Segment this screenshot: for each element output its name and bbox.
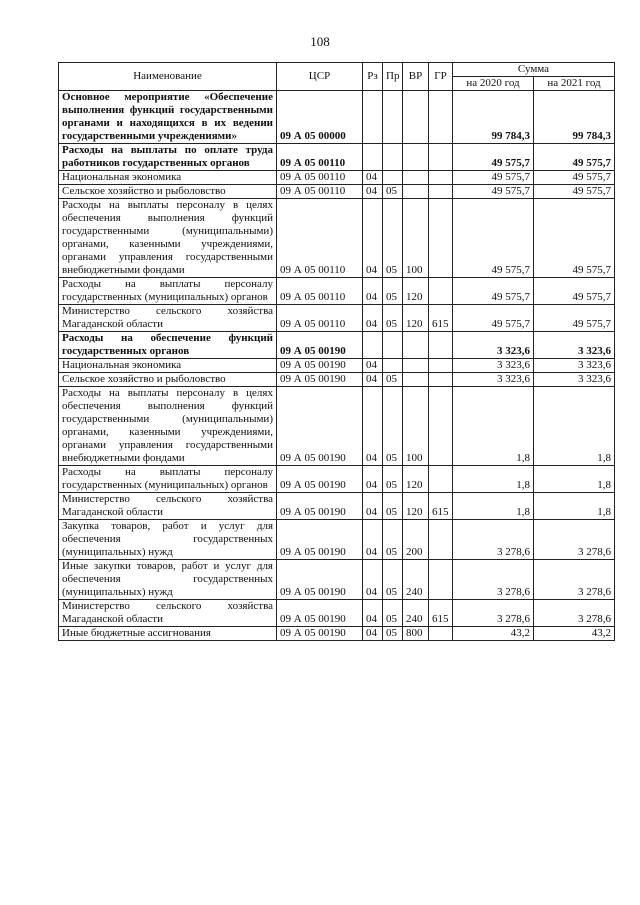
row-gr <box>429 627 453 641</box>
header-year-2020: на 2020 год <box>453 77 534 91</box>
row-sum-2021: 49 575,7 <box>534 185 615 199</box>
row-sum-2020: 49 575,7 <box>453 199 534 278</box>
row-name: Национальная экономика <box>59 171 277 185</box>
row-pr: 05 <box>383 373 403 387</box>
row-rz: 04 <box>363 171 383 185</box>
row-gr <box>429 560 453 600</box>
header-sum: Сумма <box>453 63 615 77</box>
row-gr <box>429 387 453 466</box>
row-csr: 09 А 05 00190 <box>277 332 363 359</box>
row-rz: 04 <box>363 387 383 466</box>
row-name: Расходы на выплаты персоналу государственных (муниципальных) органов <box>59 466 277 493</box>
row-csr: 09 А 05 00190 <box>277 493 363 520</box>
table-row <box>59 91 615 144</box>
row-vr: 120 <box>403 278 429 305</box>
row-sum-2020: 3 323,6 <box>453 359 534 373</box>
row-csr: 09 А 05 00110 <box>277 144 363 171</box>
table-row <box>59 305 615 332</box>
row-sum-2020: 43,2 <box>453 627 534 641</box>
row-csr: 09 А 05 00110 <box>277 278 363 305</box>
header-year-2021: на 2021 год <box>534 77 615 91</box>
table-row <box>59 185 615 199</box>
row-vr: 100 <box>403 387 429 466</box>
row-vr: 240 <box>403 600 429 627</box>
row-gr <box>429 373 453 387</box>
table-row <box>59 560 615 600</box>
row-name: Министерство сельского хозяйства Магаданской области <box>59 493 277 520</box>
row-gr <box>429 332 453 359</box>
row-pr: 05 <box>383 387 403 466</box>
row-sum-2020: 3 323,6 <box>453 332 534 359</box>
row-pr: 05 <box>383 466 403 493</box>
row-sum-2021: 1,8 <box>534 387 615 466</box>
page-number: 108 <box>310 34 330 49</box>
row-csr: 09 А 05 00190 <box>277 560 363 600</box>
row-csr: 09 А 05 00190 <box>277 359 363 373</box>
table-row <box>59 387 615 466</box>
row-rz: 04 <box>363 278 383 305</box>
row-sum-2021: 49 575,7 <box>534 278 615 305</box>
row-sum-2021: 3 278,6 <box>534 520 615 560</box>
row-rz <box>363 91 383 144</box>
table-row <box>59 278 615 305</box>
row-sum-2021: 1,8 <box>534 466 615 493</box>
row-rz: 04 <box>363 627 383 641</box>
row-sum-2020: 1,8 <box>453 387 534 466</box>
table-row <box>59 466 615 493</box>
header-pr: Пр <box>383 63 403 91</box>
row-vr: 240 <box>403 560 429 600</box>
row-rz: 04 <box>363 305 383 332</box>
table-row <box>59 171 615 185</box>
row-pr <box>383 91 403 144</box>
row-gr <box>429 466 453 493</box>
row-csr: 09 А 05 00190 <box>277 600 363 627</box>
row-pr: 05 <box>383 199 403 278</box>
row-csr: 09 А 05 00190 <box>277 387 363 466</box>
header-csr: ЦСР <box>277 63 363 91</box>
row-pr: 05 <box>383 278 403 305</box>
row-csr: 09 А 05 00190 <box>277 373 363 387</box>
row-sum-2021: 49 575,7 <box>534 305 615 332</box>
header-row <box>59 63 615 77</box>
row-name: Министерство сельского хозяйства Магаданской области <box>59 305 277 332</box>
row-vr: 200 <box>403 520 429 560</box>
row-vr: 120 <box>403 493 429 520</box>
row-sum-2020: 49 575,7 <box>453 278 534 305</box>
row-pr <box>383 359 403 373</box>
row-gr <box>429 185 453 199</box>
row-sum-2020: 49 575,7 <box>453 305 534 332</box>
row-pr: 05 <box>383 560 403 600</box>
row-gr <box>429 199 453 278</box>
row-sum-2020: 49 575,7 <box>453 144 534 171</box>
row-name: Расходы на выплаты персоналу государственных (муниципальных) органов <box>59 278 277 305</box>
row-sum-2021: 49 575,7 <box>534 171 615 185</box>
table-row <box>59 493 615 520</box>
row-pr: 05 <box>383 305 403 332</box>
row-csr: 09 А 05 00000 <box>277 91 363 144</box>
row-rz <box>363 332 383 359</box>
table-row <box>59 359 615 373</box>
header-vr: ВР <box>403 63 429 91</box>
row-sum-2020: 3 278,6 <box>453 520 534 560</box>
row-vr <box>403 332 429 359</box>
row-name: Расходы на выплаты персоналу в целях обеспечения выполнения функций государственными (муниципальными) органами, казенными учреждениями, органами управления государственными внебюджетными фондами <box>59 199 277 278</box>
row-name: Расходы на выплаты по оплате труда работников государственных органов <box>59 144 277 171</box>
row-vr: 100 <box>403 199 429 278</box>
row-name: Национальная экономика <box>59 359 277 373</box>
budget-table <box>58 62 615 641</box>
row-gr <box>429 278 453 305</box>
row-vr <box>403 359 429 373</box>
row-rz: 04 <box>363 560 383 600</box>
row-pr: 05 <box>383 600 403 627</box>
table-row <box>59 332 615 359</box>
table-row <box>59 373 615 387</box>
row-vr <box>403 373 429 387</box>
row-name: Основное мероприятие «Обеспечение выполнения функций государственными органами и находящихся в их ведении государственными учреждениями» <box>59 91 277 144</box>
row-sum-2021: 49 575,7 <box>534 144 615 171</box>
row-pr: 05 <box>383 493 403 520</box>
row-vr <box>403 171 429 185</box>
row-name: Иные бюджетные ассигнования <box>59 627 277 641</box>
row-sum-2021: 3 323,6 <box>534 359 615 373</box>
row-gr <box>429 144 453 171</box>
row-gr: 615 <box>429 305 453 332</box>
row-rz: 04 <box>363 600 383 627</box>
row-sum-2021: 3 323,6 <box>534 373 615 387</box>
row-vr: 120 <box>403 466 429 493</box>
row-sum-2020: 49 575,7 <box>453 185 534 199</box>
row-name: Расходы на выплаты персоналу в целях обеспечения выполнения функций государственными (муниципальными) органами, казенными учреждениями, органами управления государственными внебюджетными фондами <box>59 387 277 466</box>
row-pr: 05 <box>383 185 403 199</box>
row-sum-2020: 3 278,6 <box>453 560 534 600</box>
row-name: Закупка товаров, работ и услуг для обеспечения государственных (муниципальных) нужд <box>59 520 277 560</box>
row-sum-2021: 3 278,6 <box>534 560 615 600</box>
row-sum-2021: 1,8 <box>534 493 615 520</box>
row-vr <box>403 144 429 171</box>
row-name: Расходы на обеспечение функций государственных органов <box>59 332 277 359</box>
row-name: Сельское хозяйство и рыболовство <box>59 373 277 387</box>
row-csr: 09 А 05 00190 <box>277 466 363 493</box>
row-rz: 04 <box>363 466 383 493</box>
row-gr: 615 <box>429 493 453 520</box>
row-name: Иные закупки товаров, работ и услуг для обеспечения государственных (муниципальных) нужд <box>59 560 277 600</box>
table-row <box>59 600 615 627</box>
row-csr: 09 А 05 00110 <box>277 305 363 332</box>
row-name: Сельское хозяйство и рыболовство <box>59 185 277 199</box>
row-gr: 615 <box>429 600 453 627</box>
row-gr <box>429 520 453 560</box>
row-rz: 04 <box>363 520 383 560</box>
row-rz: 04 <box>363 185 383 199</box>
table-row <box>59 199 615 278</box>
row-sum-2021: 3 323,6 <box>534 332 615 359</box>
header-gr: ГР <box>429 63 453 91</box>
row-sum-2020: 3 323,6 <box>453 373 534 387</box>
row-sum-2020: 1,8 <box>453 493 534 520</box>
row-sum-2020: 99 784,3 <box>453 91 534 144</box>
row-sum-2020: 3 278,6 <box>453 600 534 627</box>
row-sum-2021: 99 784,3 <box>534 91 615 144</box>
row-gr <box>429 359 453 373</box>
row-pr <box>383 332 403 359</box>
row-csr: 09 А 05 00190 <box>277 520 363 560</box>
row-pr <box>383 144 403 171</box>
row-name: Министерство сельского хозяйства Магаданской области <box>59 600 277 627</box>
row-sum-2021: 49 575,7 <box>534 199 615 278</box>
row-sum-2021: 3 278,6 <box>534 600 615 627</box>
row-pr <box>383 171 403 185</box>
row-vr: 800 <box>403 627 429 641</box>
row-rz: 04 <box>363 199 383 278</box>
row-gr <box>429 171 453 185</box>
row-pr: 05 <box>383 627 403 641</box>
row-rz: 04 <box>363 493 383 520</box>
table-row <box>59 627 615 641</box>
header-rz: Рз <box>363 63 383 91</box>
header-name: Наименование <box>59 63 277 91</box>
table-row <box>59 520 615 560</box>
row-rz: 04 <box>363 359 383 373</box>
table-row <box>59 144 615 171</box>
row-rz: 04 <box>363 373 383 387</box>
row-csr: 09 А 05 00110 <box>277 171 363 185</box>
row-vr <box>403 185 429 199</box>
row-pr: 05 <box>383 520 403 560</box>
row-rz <box>363 144 383 171</box>
row-vr <box>403 91 429 144</box>
row-sum-2021: 43,2 <box>534 627 615 641</box>
row-csr: 09 А 05 00110 <box>277 185 363 199</box>
row-gr <box>429 91 453 144</box>
row-csr: 09 А 05 00110 <box>277 199 363 278</box>
row-csr: 09 А 05 00190 <box>277 627 363 641</box>
row-sum-2020: 1,8 <box>453 466 534 493</box>
row-vr: 120 <box>403 305 429 332</box>
row-sum-2020: 49 575,7 <box>453 171 534 185</box>
